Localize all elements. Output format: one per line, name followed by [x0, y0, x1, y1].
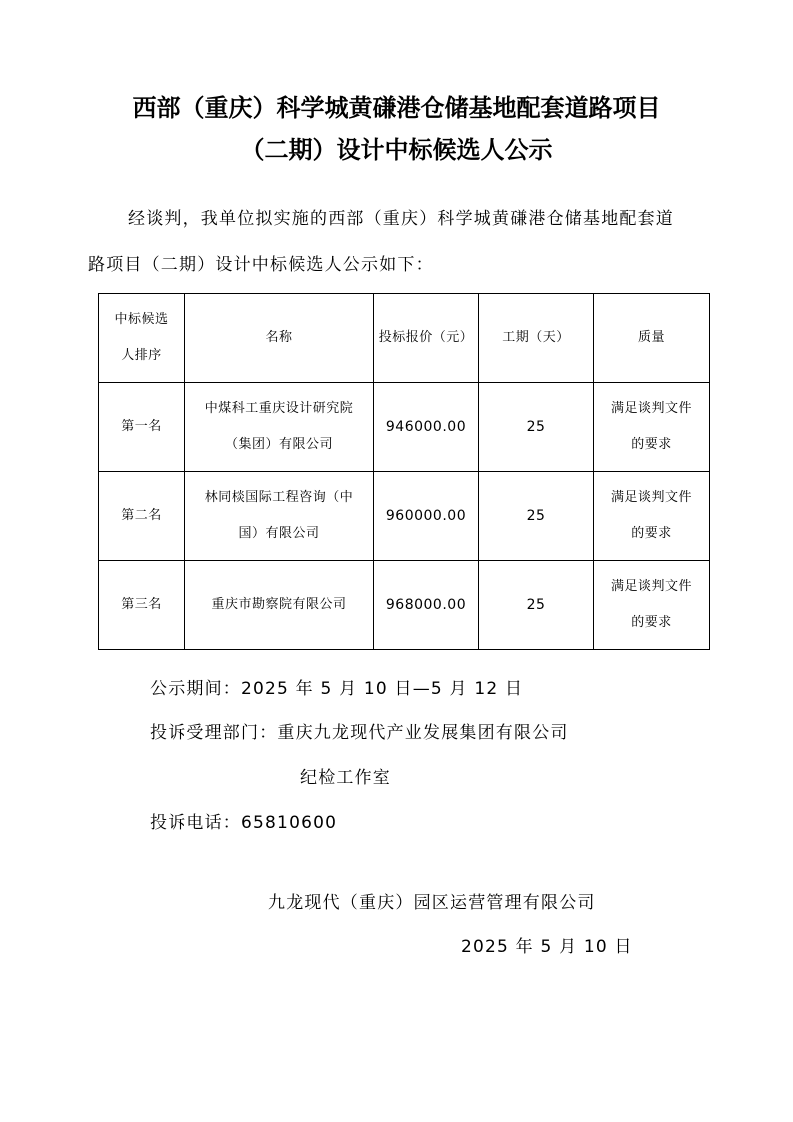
cell-name [185, 383, 374, 472]
cell-price: 946000.00 [374, 383, 479, 472]
cell-quality [594, 383, 710, 472]
cell-name: 重庆市勘察院有限公司 [185, 561, 374, 650]
header-rank-line-1: 中标候选 [114, 312, 169, 327]
cell-price: 960000.00 [374, 472, 479, 561]
cell-quality [594, 561, 710, 650]
header-quality: 质量 [594, 294, 710, 383]
cell-quality [594, 472, 710, 561]
intro-line-1: 经谈判，我单位拟实施的西部（重庆）科学城黄磏港仓储基地配套道 [128, 209, 674, 229]
document-title-line-1: 西部（重庆）科学城黄磏港仓储基地配套道路项目 [132, 93, 661, 122]
table-header-row [99, 294, 710, 383]
complaint-department-office: 纪检工作室 [300, 768, 391, 788]
intro-line-2: 路项目（二期）设计中标候选人公示如下： [88, 255, 434, 275]
signature-organization: 九龙现代（重庆）园区运营管理有限公司 [268, 893, 596, 913]
cell-quality-line-2: 的要求 [631, 437, 672, 452]
header-rank [99, 294, 185, 383]
cell-rank: 第一名 [99, 383, 185, 472]
cell-name-line-1: 林同棪国际工程咨询（中 [204, 490, 354, 505]
cell-period: 25 [479, 472, 594, 561]
candidate-table [98, 293, 710, 650]
complaint-phone: 投诉电话：65810600 [150, 813, 338, 833]
cell-price: 968000.00 [374, 561, 479, 650]
cell-quality-line-2: 的要求 [631, 615, 672, 630]
cell-rank: 第二名 [99, 472, 185, 561]
table-row [99, 383, 710, 472]
cell-quality-line-2: 的要求 [631, 526, 672, 541]
header-name: 名称 [185, 294, 374, 383]
cell-quality-line-1: 满足谈判文件 [610, 401, 692, 416]
cell-quality-line-1: 满足谈判文件 [610, 579, 692, 594]
cell-name-line-2: （集团）有限公司 [224, 437, 333, 452]
header-period: 工期（天） [479, 294, 594, 383]
cell-name-line-2: 国）有限公司 [238, 526, 320, 541]
cell-rank: 第三名 [99, 561, 185, 650]
signature-date: 2025 年 5 月 10 日 [461, 937, 633, 957]
cell-quality-line-1: 满足谈判文件 [610, 490, 692, 505]
table-row [99, 472, 710, 561]
cell-period: 25 [479, 561, 594, 650]
cell-name [185, 472, 374, 561]
header-price: 投标报价（元） [374, 294, 479, 383]
header-rank-line-2: 人排序 [121, 348, 162, 363]
cell-period: 25 [479, 383, 594, 472]
publicity-period: 公示期间：2025 年 5 月 10 日—5 月 12 日 [150, 679, 524, 699]
cell-name-line-1: 中煤科工重庆设计研究院 [204, 401, 354, 416]
table-row [99, 561, 710, 650]
document-title-line-2: （二期）设计中标候选人公示 [240, 135, 553, 164]
complaint-department: 投诉受理部门：重庆九龙现代产业发展集团有限公司 [150, 723, 569, 743]
